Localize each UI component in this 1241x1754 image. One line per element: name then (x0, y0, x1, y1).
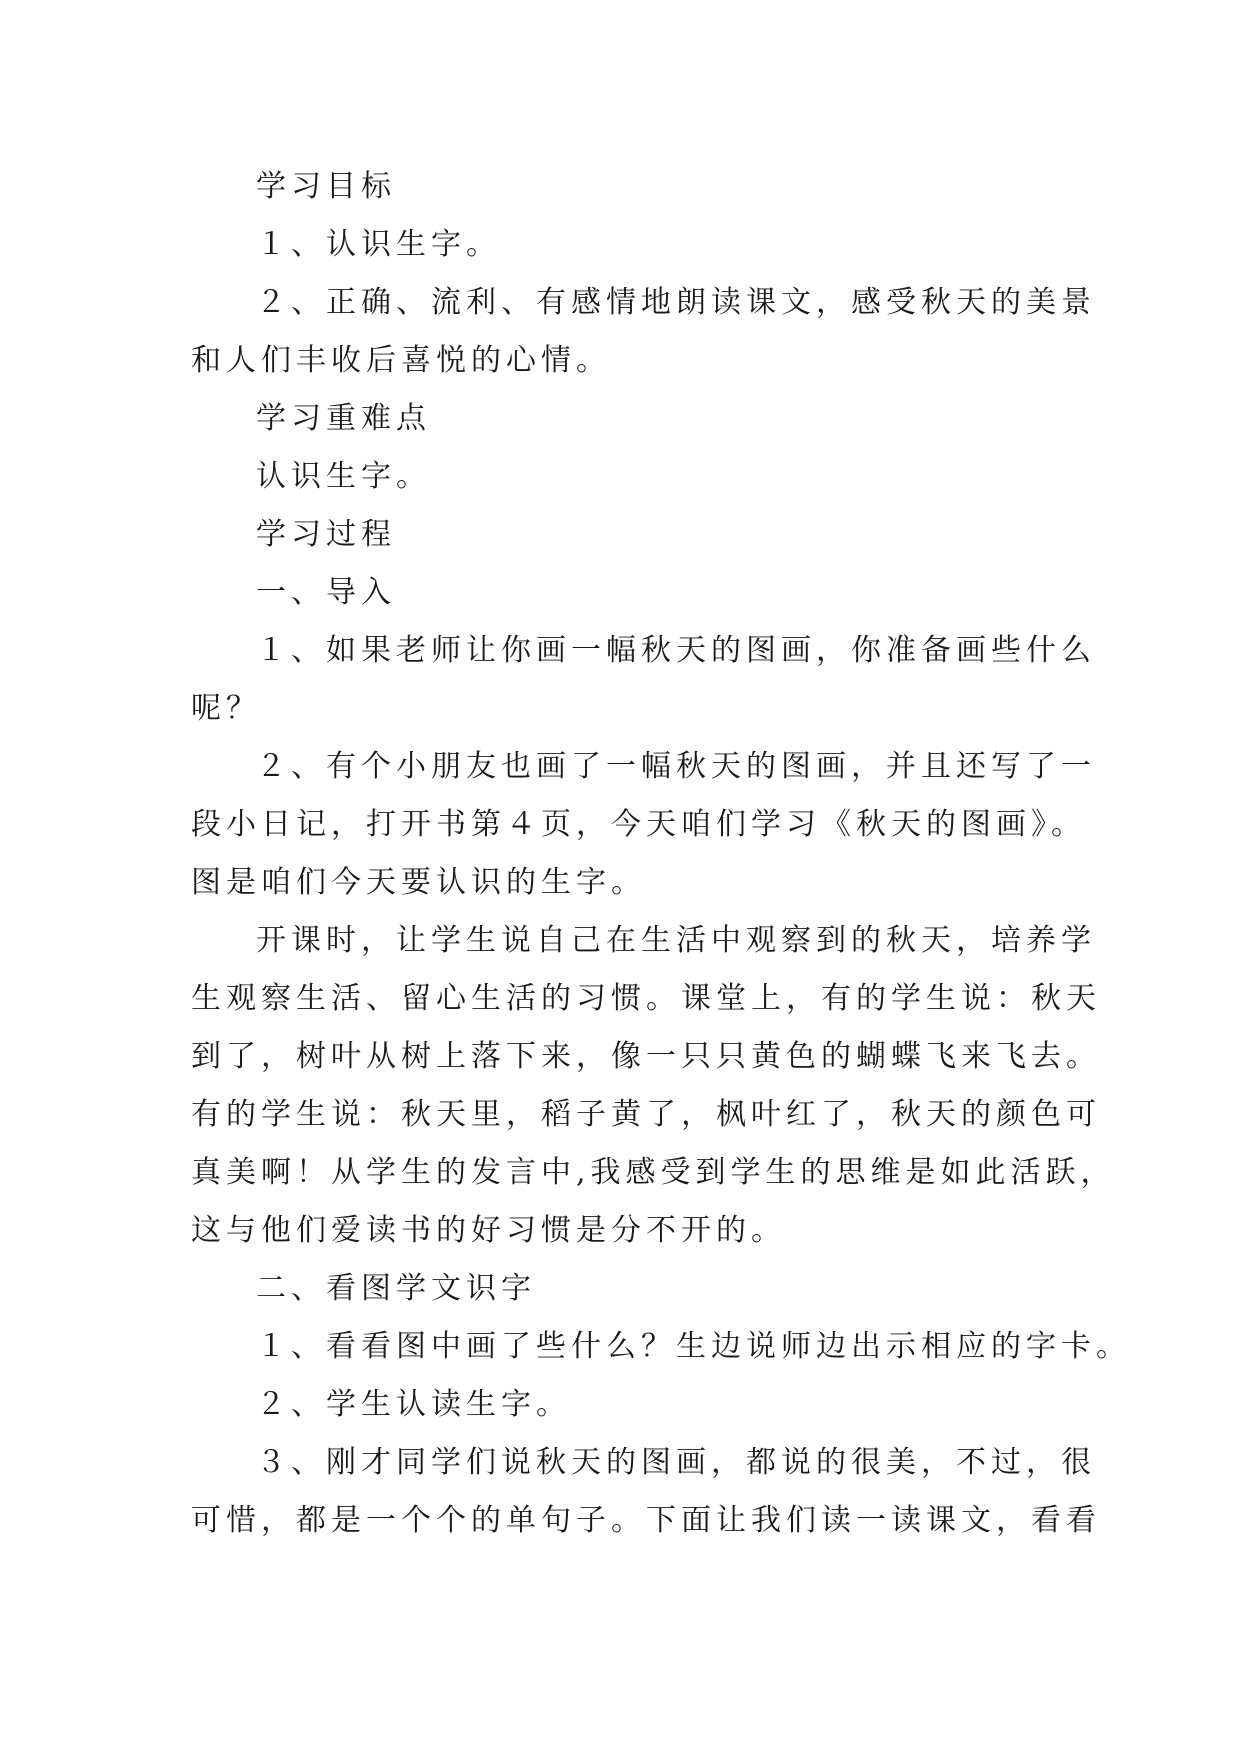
paragraph-line: 生观察生活、留心生活的习惯。课堂上，有的学生说：秋天 (191, 981, 1101, 1016)
section-heading-key-points: 学习重难点 (256, 401, 431, 436)
paragraph-line: 认识生字。 (256, 459, 431, 494)
paragraph-line: 图是咱们今天要认识的生字。 (191, 865, 646, 900)
paragraph-line: ２、有个小朋友也画了一幅秋天的图画，并且还写了一 (256, 749, 1096, 784)
paragraph-line: １、如果老师让你画一幅秋天的图画，你准备画些什么 (256, 633, 1096, 668)
paragraph-line: 到了，树叶从树上落下来，像一只只黄色的蝴蝶飞来飞去。 (191, 1039, 1101, 1074)
section-heading-learning-goals: 学习目标 (256, 169, 396, 204)
document-body (191, 158, 1131, 1550)
paragraph-line: 和人们丰收后喜悦的心情。 (191, 343, 611, 378)
subsection-heading-introduction: 一、导入 (256, 575, 396, 610)
paragraph-line: 可惜，都是一个个的单句子。下面让我们读一读课文，看看 (191, 1503, 1101, 1538)
paragraph-line: １、看看图中画了些什么？生边说师边出示相应的字卡。 (256, 1329, 1131, 1364)
paragraph-line: 呢？ (191, 691, 261, 726)
paragraph-line: 段小日记，打开书第４页，今天咱们学习《秋天的图画》。 (191, 807, 1086, 842)
paragraph-line: 有的学生说：秋天里，稻子黄了，枫叶红了，秋天的颜色可 (191, 1097, 1101, 1132)
paragraph-line: 开课时，让学生说自己在生活中观察到的秋天，培养学 (256, 923, 1096, 958)
paragraph-line: 真美啊！从学生的发言中,我感受到学生的思维是如此活跃， (191, 1155, 1116, 1190)
paragraph-line: 这与他们爱读书的好习惯是分不开的。 (191, 1213, 786, 1248)
section-heading-learning-process: 学习过程 (256, 517, 396, 552)
paragraph-line: ３、刚才同学们说秋天的图画，都说的很美，不过，很 (256, 1445, 1096, 1480)
paragraph-line: ２、正确、流利、有感情地朗读课文，感受秋天的美景 (256, 285, 1096, 320)
subsection-heading-picture-reading: 二、看图学文识字 (256, 1271, 536, 1306)
paragraph-line: １、认识生字。 (256, 227, 501, 262)
paragraph-line: ２、学生认读生字。 (256, 1387, 571, 1422)
